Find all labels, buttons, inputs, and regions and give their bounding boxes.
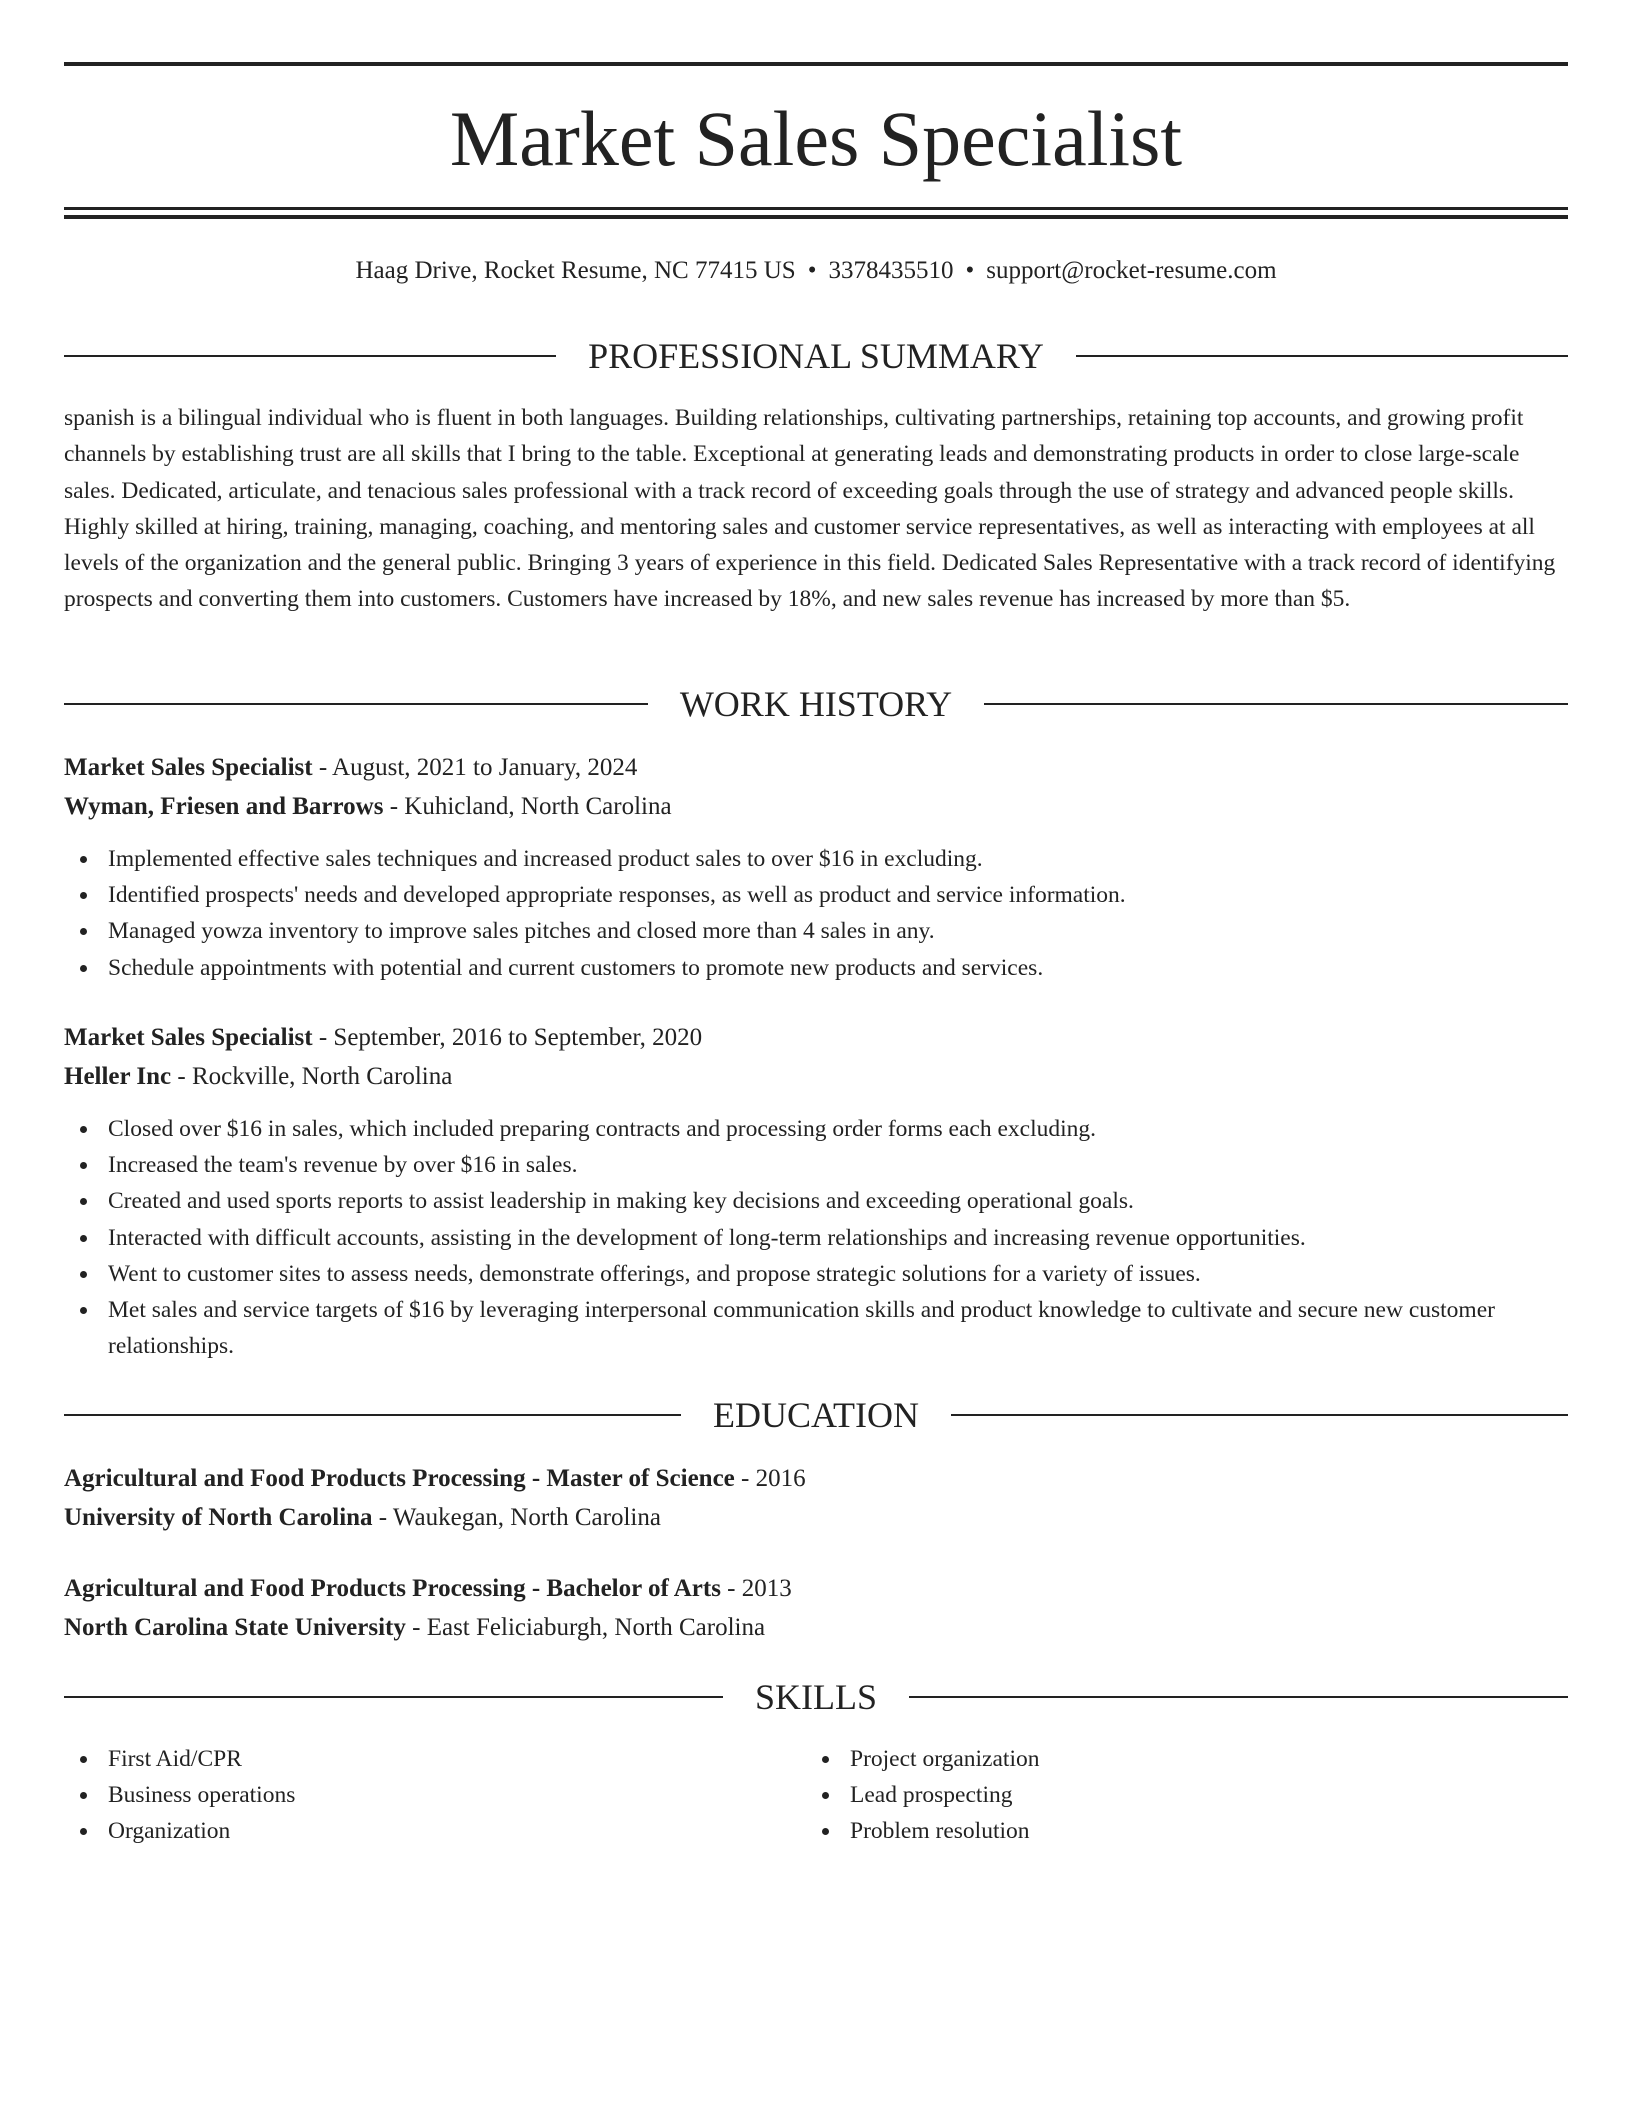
school-location: - Waukegan, North Carolina: [372, 1504, 661, 1531]
heading-rule-right: [984, 703, 1568, 705]
degree-line: [64, 1569, 1568, 1608]
heading-rule-right: [951, 1414, 1568, 1416]
education-entry: [64, 1569, 1568, 1647]
list-item: Went to customer sites to assess needs, demonstrate offerings, and propose strategic solutions for a variety of issues.: [64, 1256, 1568, 1292]
list-item: Implemented effective sales techniques and increased product sales to over $16 in excluding.: [64, 841, 1568, 877]
name-rule-lower: [64, 215, 1568, 219]
skill-item: Project organization: [806, 1741, 1506, 1777]
heading-rule-right: [909, 1696, 1568, 1698]
degree-name: Agricultural and Food Products Processing - Bachelor of Arts: [64, 1575, 721, 1602]
degree-line: [64, 1459, 1568, 1498]
education-title: EDUCATION: [713, 1395, 919, 1435]
summary-heading: [64, 334, 1568, 378]
work-entry: [64, 1018, 1568, 1096]
contact-separator: •: [965, 257, 975, 284]
heading-rule-left: [64, 355, 556, 357]
skill-item: Organization: [64, 1813, 764, 1849]
job-bullets: [64, 841, 1568, 986]
work-heading: [64, 682, 1568, 726]
school-name: University of North Carolina: [64, 1504, 373, 1531]
list-item: Managed yowza inventory to improve sales pitches and closed more than 4 sales in any.: [64, 913, 1568, 949]
education-entry: [64, 1459, 1568, 1537]
heading-rule-left: [64, 1414, 681, 1416]
job-dates: - August, 2021 to January, 2024: [312, 754, 638, 781]
school-line: [64, 1608, 1568, 1647]
job-title: Market Sales Specialist: [64, 1024, 313, 1051]
job-dates: - September, 2016 to September, 2020: [312, 1024, 703, 1051]
list-item: Identified prospects' needs and developed appropriate responses, as well as product and service information.: [64, 877, 1568, 913]
name-rule-upper: [64, 207, 1568, 210]
school-name: North Carolina State University: [64, 1614, 406, 1641]
contact-email: support@rocket-resume.com: [986, 257, 1277, 284]
company-location: - Rockville, North Carolina: [171, 1063, 453, 1090]
job-title: Market Sales Specialist: [64, 754, 313, 781]
school-line: [64, 1498, 1568, 1537]
skill-item: Business operations: [64, 1777, 764, 1813]
candidate-name: Market Sales Specialist: [449, 95, 1183, 182]
degree-year: - 2016: [734, 1465, 806, 1492]
heading-rule-left: [64, 1696, 723, 1698]
skills-heading: [64, 1675, 1568, 1719]
contact-separator: •: [807, 257, 817, 284]
contact-phone: 3378435510: [828, 257, 954, 284]
company-location: - Kuhicland, North Carolina: [383, 793, 672, 820]
education-heading: [64, 1393, 1568, 1437]
company-name: Heller Inc: [64, 1063, 172, 1090]
degree-name: Agricultural and Food Products Processing - Master of Science: [64, 1465, 735, 1492]
contact-line: [64, 254, 1568, 288]
summary-text: spanish is a bilingual individual who is fluent in both languages. Building relationships, cultivating partnerships, retaining top accounts, and growing profit channels by establishing trust are all skills that I bring to the table. Exceptional at generating leads and demonstrating products in order to close large-scale sales. Dedicated, articulate, and tenacious sales professional with a track record of exceeding goals through the use of strategy and advanced people skills. Highly skilled at hiring, training, managing, coaching, and mentoring sales and customer service representatives, as well as interacting with employees at all levels of the organization and the general public. Bringing 3 years of experience in this field. Dedicated Sales Representative with a track record of identifying prospects and converting them into customers. Customers have increased by 18%, and new sales revenue has increased by more than $5.: [64, 405, 1556, 613]
company-line: [64, 787, 1568, 826]
skill-item: Lead prospecting: [806, 1777, 1506, 1813]
list-item: Schedule appointments with potential and current customers to promote new products and services.: [64, 950, 1568, 986]
summary-title: PROFESSIONAL SUMMARY: [588, 336, 1044, 376]
list-item: Created and used sports reports to assist leadership in making key decisions and exceeding operational goals.: [64, 1183, 1568, 1219]
school-location: - East Feliciaburgh, North Carolina: [405, 1614, 766, 1641]
top-rule: [64, 62, 1568, 66]
company-line: [64, 1057, 1568, 1096]
list-item: Increased the team's revenue by over $16 in sales.: [64, 1147, 1568, 1183]
skills-list-left: [64, 1741, 764, 1850]
list-item: Met sales and service targets of $16 by leveraging interpersonal communication skills and product knowledge to cultivate and secure new customer relationships.: [64, 1292, 1568, 1364]
contact-address: Haag Drive, Rocket Resume, NC 77415 US: [355, 257, 796, 284]
heading-rule-left: [64, 703, 648, 705]
job-title-line: [64, 748, 1568, 787]
work-title: WORK HISTORY: [679, 684, 953, 724]
job-bullets: [64, 1111, 1568, 1364]
skill-item: Problem resolution: [806, 1813, 1506, 1849]
list-item: Closed over $16 in sales, which included preparing contracts and processing order forms each excluding.: [64, 1111, 1568, 1147]
work-entry: [64, 748, 1568, 826]
list-item: Interacted with difficult accounts, assisting in the development of long-term relationships and increasing revenue opportunities.: [64, 1220, 1568, 1256]
heading-rule-right: [1076, 355, 1568, 357]
job-title-line: [64, 1018, 1568, 1057]
degree-year: - 2013: [720, 1575, 792, 1602]
skills-title: SKILLS: [755, 1677, 878, 1717]
company-name: Wyman, Friesen and Barrows: [64, 793, 384, 820]
skill-item: First Aid/CPR: [64, 1741, 764, 1777]
skills-list-right: [806, 1741, 1506, 1850]
